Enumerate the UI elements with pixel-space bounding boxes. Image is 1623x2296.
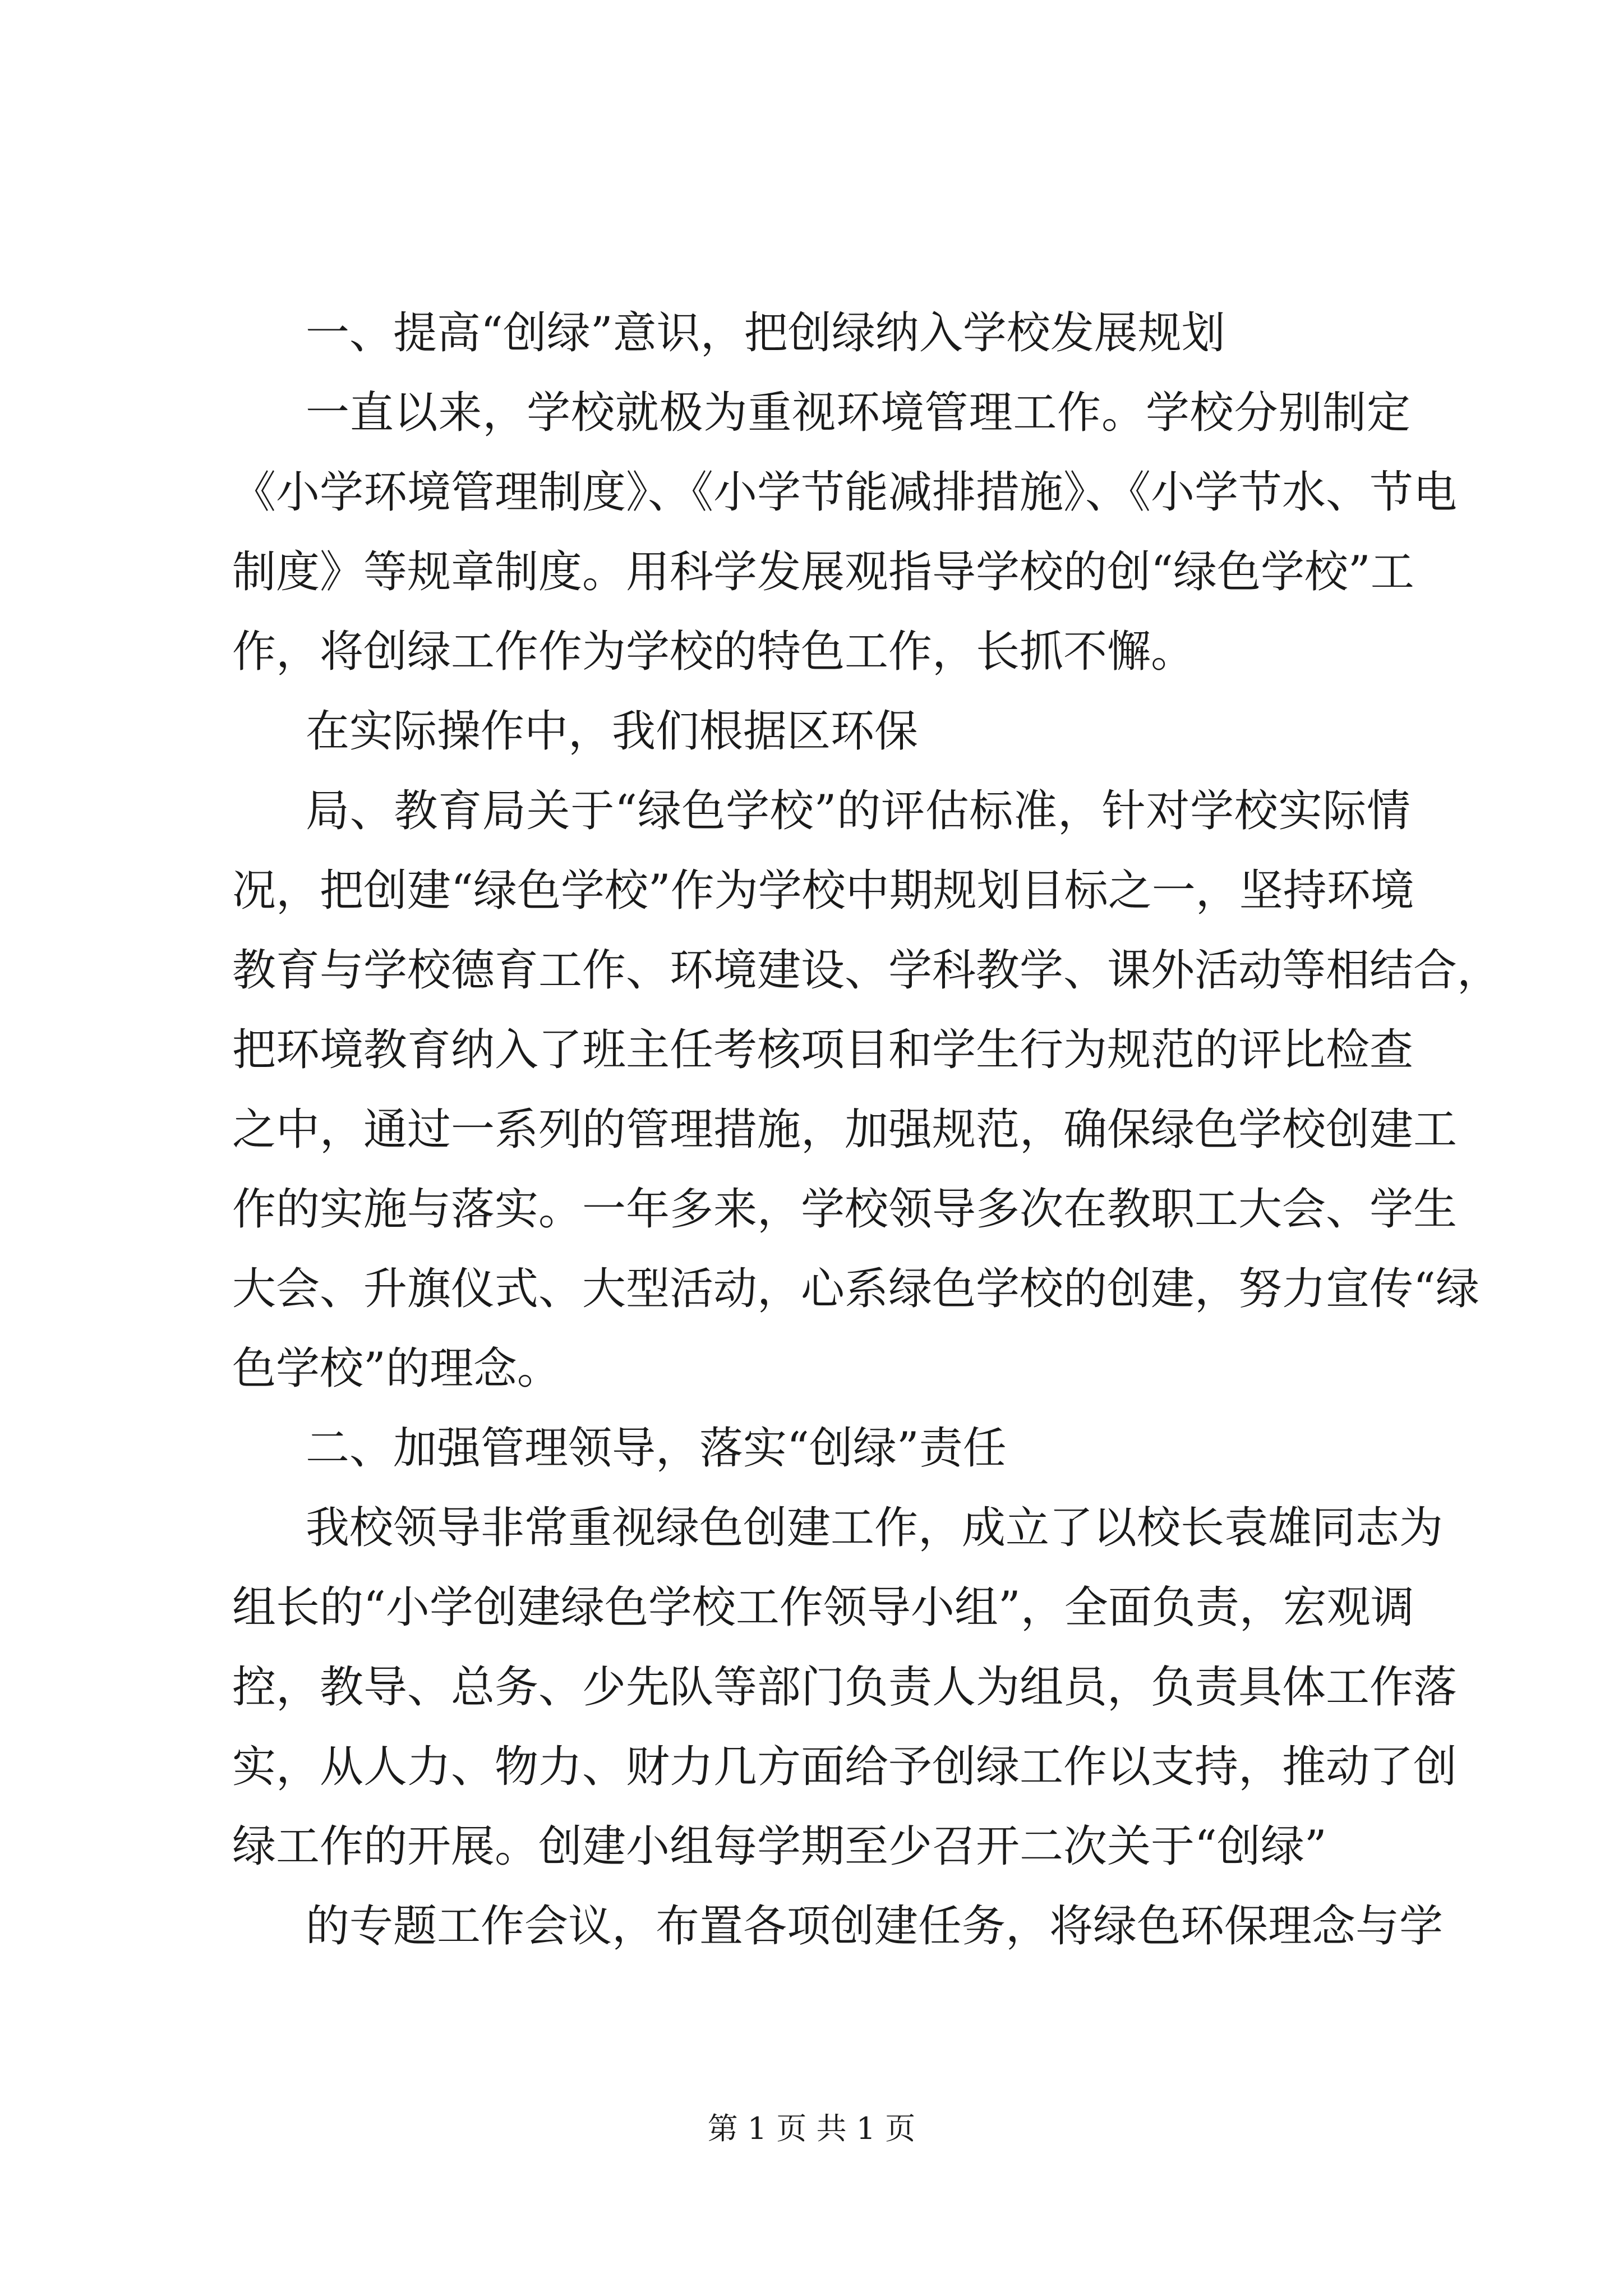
- section-heading-2: 二、加强管理领导，落实“创绿”责任: [306, 1423, 1007, 1474]
- paragraph-line: 组长的“小学创建绿色学校工作领导小组”，全面负责，宏观调: [232, 1582, 1414, 1633]
- paragraph-line: 色学校”的理念。: [232, 1343, 561, 1394]
- paragraph-line: 一直以来，学校就极为重视环境管理工作。学校分别制定: [306, 388, 1410, 438]
- paragraph-line: 教育与学校德育工作、环境建设、学科教学、课外活动等相结合，: [232, 945, 1501, 996]
- section-heading-1: 一、提高“创绿”意识，把创绿纳入学校发展规划: [306, 308, 1225, 358]
- page-footer: 第 1 页 共 1 页: [707, 2111, 916, 2146]
- paragraph-line: 实，从人力、物力、财力几方面给予创绿工作以支持，推动了创: [232, 1742, 1458, 1792]
- paragraph-line: 况，把创建“绿色学校”作为学校中期规划目标之一，坚持环境: [232, 866, 1414, 916]
- paragraph-line: 《小学环境管理制度》、《小学节能减排措施》、《小学节水、节电: [232, 467, 1458, 518]
- paragraph-line: 作的实施与落实。一年多来，学校领导多次在教职工大会、学生: [232, 1184, 1458, 1235]
- paragraph-line: 控，教导、总务、少先队等部门负责人为组员，负责具体工作落: [232, 1662, 1458, 1713]
- paragraph-line: 的专题工作会议，布置各项创建任务，将绿色环保理念与学: [306, 1901, 1444, 1952]
- paragraph-line: 大会、升旗仪式、大型活动，心系绿色学校的创建，努力宣传“绿: [232, 1264, 1479, 1314]
- paragraph-line: 作，将创绿工作作为学校的特色工作，长抓不懈。: [232, 627, 1195, 677]
- paragraph-line: 绿工作的开展。创建小组每学期至少召开二次关于“创绿”: [232, 1821, 1327, 1872]
- paragraph-line: 我校领导非常重视绿色创建工作，成立了以校长袁雄同志为: [306, 1503, 1444, 1553]
- paragraph-line: 把环境教育纳入了班主任考核项目和学生行为规范的评比检查: [232, 1025, 1414, 1075]
- paragraph-line: 在实际操作中，我们根据区环保: [306, 706, 919, 757]
- paragraph-line: 局、教育局关于“绿色学校”的评估标准，针对学校实际情: [306, 786, 1410, 836]
- paragraph-line: 之中，通过一系列的管理措施，加强规范，确保绿色学校创建工: [232, 1105, 1458, 1155]
- paragraph-line: 制度》等规章制度。用科学发展观指导学校的创“绿色学校”工: [232, 547, 1414, 597]
